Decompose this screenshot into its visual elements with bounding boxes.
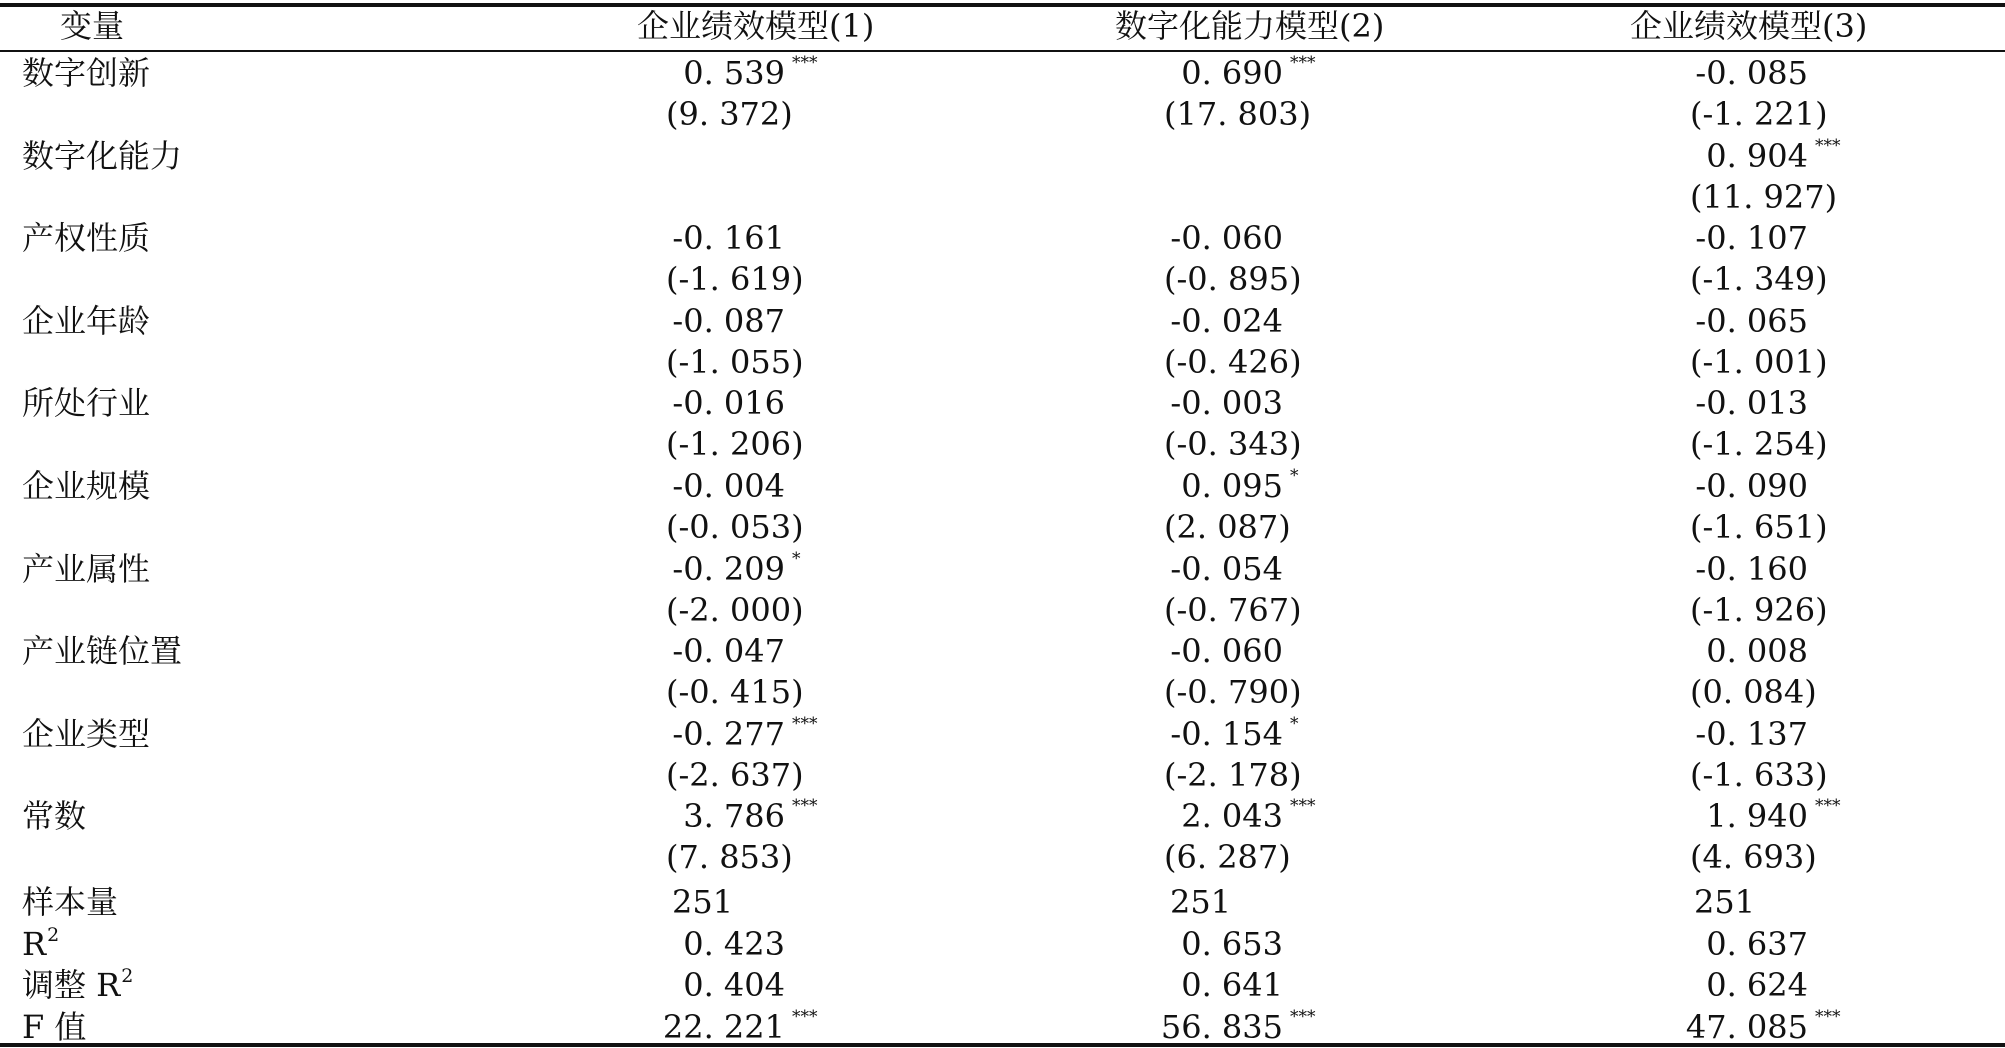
stat-label-text: R: [22, 924, 47, 963]
estimate-value: -0. 013: [1695, 384, 1808, 423]
t-statistic-m2: (-0. 426): [1164, 342, 1302, 381]
estimate-value: 1. 940: [1706, 797, 1808, 836]
row-label: 常数: [22, 797, 87, 836]
estimate-value: -0. 085: [1695, 54, 1808, 92]
t-statistic-m3: (11. 927): [1690, 177, 1838, 216]
t-statistic-m2: (2. 087): [1164, 508, 1291, 546]
t-statistic-m2: (17. 803): [1164, 95, 1312, 133]
t-statistic-m1: (-1. 055): [666, 342, 804, 381]
estimate-value: 0. 904: [1706, 136, 1808, 175]
estimate-cell-m2: [1083, 53, 1316, 93]
stat-label-text: 调整 R: [22, 966, 121, 1005]
estimate-value: -0. 137: [1695, 714, 1808, 753]
t-statistic-m1: (-1. 619): [666, 260, 804, 299]
estimate-cell-m3: [1608, 218, 1808, 258]
estimate-value: 2. 043: [1181, 797, 1283, 836]
stat-value: 0. 624: [1706, 966, 1808, 1005]
row-label: 所处行业: [22, 384, 151, 423]
estimate-value: 0. 008: [1706, 632, 1808, 671]
significance-stars: ***: [792, 796, 818, 817]
t-statistic-m1: (-2. 000): [666, 590, 804, 629]
estimate-value: -0. 024: [1170, 301, 1283, 340]
estimate-cell-m1: [585, 218, 785, 258]
stat-value: 0. 637: [1706, 924, 1808, 963]
estimate-cell-m2: [1083, 713, 1299, 754]
stat-value: 47. 085: [1685, 1007, 1808, 1046]
estimate-value: -0. 090: [1695, 467, 1808, 505]
stat-value: 56. 835: [1160, 1007, 1283, 1046]
estimate-value: -0. 047: [672, 632, 785, 671]
significance-stars: ***: [1815, 796, 1841, 817]
estimate-value: -0. 060: [1170, 219, 1283, 258]
t-statistic-m1: (-2. 637): [666, 755, 804, 794]
stat-label: [22, 924, 59, 969]
row-label: 企业类型: [22, 714, 151, 753]
t-statistic-m3: (-1. 926): [1690, 590, 1828, 629]
stat-value-m3: [1608, 924, 1808, 964]
t-statistic-m2: (-0. 343): [1164, 425, 1302, 464]
sample-size-m1: 251: [672, 883, 734, 921]
estimate-cell-m3: [1608, 466, 1808, 506]
estimate-value: 0. 690: [1181, 54, 1283, 92]
t-statistic-m3: (-1. 001): [1690, 342, 1828, 381]
stat-label: [22, 1007, 86, 1047]
estimate-value: -0. 016: [672, 384, 785, 423]
estimate-cell-m2: [1083, 549, 1283, 589]
estimate-cell-m2: [1083, 466, 1299, 506]
estimate-value: -0. 004: [672, 467, 785, 505]
stat-value-m2: [1083, 924, 1283, 964]
row-label: 数字创新: [22, 54, 151, 92]
header-rule: [0, 50, 2005, 52]
t-statistic-m3: (-1. 221): [1690, 95, 1828, 133]
estimate-cell-m2: [1083, 631, 1283, 671]
significance-stars: *: [1290, 713, 1299, 734]
significance-stars: *: [792, 548, 801, 569]
t-statistic-m3: (4. 693): [1690, 838, 1817, 877]
significance-stars: ***: [792, 53, 818, 73]
stat-value: 0. 641: [1181, 966, 1283, 1005]
estimate-cell-m2: [1083, 218, 1283, 258]
stat-value-m3: [1608, 1006, 1841, 1047]
row-label: 企业年龄: [22, 301, 151, 340]
estimate-cell-m1: [585, 631, 785, 671]
estimate-value: -0. 054: [1170, 549, 1283, 588]
row-label: 产权性质: [22, 219, 151, 258]
significance-stars: ***: [1290, 53, 1316, 73]
stat-value: 22. 221: [662, 1007, 785, 1046]
significance-stars: ***: [792, 713, 818, 734]
stat-value-m2: [1083, 965, 1283, 1005]
superscript: 2: [47, 923, 60, 946]
t-statistic-m1: (9. 372): [666, 95, 793, 133]
t-statistic-m3: (-1. 254): [1690, 425, 1828, 464]
t-statistic-m2: (-0. 767): [1164, 590, 1302, 629]
estimate-value: -0. 087: [672, 301, 785, 340]
estimate-value: -0. 060: [1170, 632, 1283, 671]
stat-value-m1: [585, 1006, 818, 1047]
stat-value-m1: [585, 924, 785, 964]
row-label: 数字化能力: [22, 136, 183, 175]
stat-value-m3: [1608, 965, 1808, 1005]
t-statistic-m2: (-0. 895): [1164, 260, 1302, 299]
stat-value-m1: [585, 965, 785, 1005]
estimate-value: -0. 277: [672, 714, 785, 753]
header-model-2: 数字化能力模型(2): [1115, 7, 1385, 45]
significance-stars: ***: [1815, 1006, 1841, 1027]
estimate-cell-m1: [585, 796, 818, 836]
estimate-cell-m3: [1608, 383, 1808, 423]
stat-value: 0. 423: [683, 924, 785, 963]
stat-label-text: 样本量: [22, 883, 119, 921]
estimate-cell-m3: [1608, 796, 1841, 836]
estimate-cell-m3: [1608, 549, 1808, 589]
row-label: 产业链位置: [22, 632, 183, 671]
estimate-cell-m1: [585, 301, 785, 341]
estimate-cell-m1: [585, 53, 818, 93]
t-statistic-m2: (-0. 790): [1164, 673, 1302, 712]
significance-stars: *: [1290, 466, 1299, 486]
estimate-value: 3. 786: [683, 797, 785, 836]
sample-size-m2: 251: [1170, 883, 1232, 921]
estimate-value: -0. 107: [1695, 219, 1808, 258]
estimate-cell-m3: [1608, 714, 1808, 754]
estimate-value: -0. 161: [672, 219, 785, 258]
estimate-cell-m3: [1608, 631, 1808, 671]
row-label: 产业属性: [22, 549, 151, 588]
t-statistic-m1: (-0. 415): [666, 673, 804, 712]
estimate-cell-m2: [1083, 796, 1316, 836]
estimate-cell-m1: [585, 383, 785, 423]
estimate-cell-m1: [585, 466, 785, 506]
t-statistic-m2: (-2. 178): [1164, 755, 1302, 794]
t-statistic-m1: (-1. 206): [666, 425, 804, 464]
stat-label-text: F 值: [22, 1007, 87, 1046]
estimate-value: -0. 209: [672, 549, 785, 588]
stat-value: 0. 404: [683, 966, 785, 1005]
stat-label: [22, 965, 133, 1010]
estimate-cell-m3: [1608, 135, 1841, 176]
t-statistic-m3: (-1. 349): [1690, 260, 1828, 299]
estimate-value: -0. 065: [1695, 301, 1808, 340]
t-statistic-m3: (0. 084): [1690, 673, 1817, 712]
t-statistic-m1: (-0. 053): [666, 508, 804, 546]
row-label: 企业规模: [22, 467, 151, 505]
superscript: 2: [121, 965, 134, 988]
sample-size-m3: 251: [1694, 883, 1756, 921]
estimate-value: -0. 003: [1170, 384, 1283, 423]
header-variable: 变量: [60, 7, 125, 45]
estimate-cell-m3: [1608, 53, 1808, 93]
stat-value-m2: [1083, 1006, 1316, 1047]
estimate-cell-m2: [1083, 301, 1283, 341]
estimate-value: 0. 095: [1181, 467, 1283, 505]
stat-label: [22, 882, 118, 922]
significance-stars: ***: [792, 1006, 818, 1027]
t-statistic-m1: (7. 853): [666, 838, 793, 877]
t-statistic-m3: (-1. 633): [1690, 755, 1828, 794]
header-model-1: 企业绩效模型(1): [637, 7, 875, 45]
estimate-value: -0. 160: [1695, 549, 1808, 588]
estimate-value: -0. 154: [1170, 714, 1283, 753]
estimate-cell-m3: [1608, 301, 1808, 341]
t-statistic-m3: (-1. 651): [1690, 508, 1828, 546]
significance-stars: ***: [1815, 135, 1841, 156]
header-model-3: 企业绩效模型(3): [1630, 7, 1868, 45]
significance-stars: ***: [1290, 1006, 1316, 1027]
stat-value: 0. 653: [1181, 924, 1283, 963]
significance-stars: ***: [1290, 796, 1316, 817]
estimate-cell-m2: [1083, 383, 1283, 423]
t-statistic-m2: (6. 287): [1164, 838, 1291, 877]
estimate-cell-m1: [585, 548, 801, 589]
estimate-value: 0. 539: [683, 54, 785, 92]
estimate-cell-m1: [585, 713, 818, 754]
